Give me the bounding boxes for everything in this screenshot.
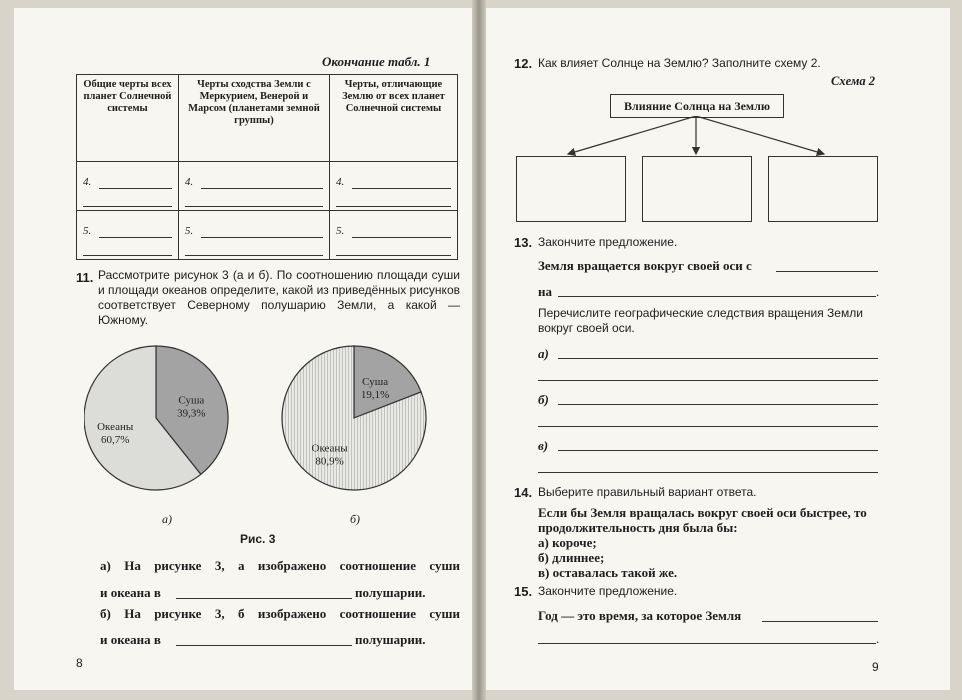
table-header-terrestrial: Черты сходства Земли с Меркурием, Венерой и Марсом (планетами земной группы) bbox=[178, 75, 329, 162]
answer-b-blank[interactable] bbox=[176, 645, 352, 646]
pie-charts-figure bbox=[84, 333, 434, 533]
q15-blank-1[interactable] bbox=[762, 621, 878, 622]
scheme-empty-box-2[interactable] bbox=[642, 156, 752, 222]
answer-line[interactable] bbox=[185, 255, 323, 256]
question-11-text: Рассмотрите рисунок 3 (а и б). По соотношению площади суши и площади океанов определите, какой из приведённых рисунков соответствует Северному полушарию Земли, а какой — Южному. bbox=[98, 268, 460, 327]
pie-slice-name: Океаны bbox=[97, 421, 134, 434]
scheme-label: Схема 2 bbox=[831, 74, 876, 88]
row-number: 4. bbox=[335, 176, 345, 188]
q15-blank-2[interactable] bbox=[538, 643, 876, 644]
question-12-number: 12. bbox=[514, 56, 533, 71]
scheme-title-box: Влияние Солнца на Землю bbox=[610, 94, 784, 118]
question-14-number: 14. bbox=[514, 485, 533, 500]
row-number: 4. bbox=[83, 176, 92, 188]
table-cell[interactable] bbox=[77, 211, 179, 260]
table-header-common: Общие черты всех планет Солнечной системы bbox=[77, 75, 179, 162]
row-number: 4. bbox=[184, 176, 194, 188]
planets-table bbox=[76, 74, 458, 260]
q13-sentence-cont: на bbox=[538, 284, 552, 299]
answer-b-line1: б) На рисунке 3, б изображено соотношение суши bbox=[100, 606, 460, 621]
q13-sentence-start: Земля вращается вокруг своей оси с bbox=[538, 258, 752, 273]
answer-a-line1: а) На рисунке 3, а изображено соотношение суши bbox=[100, 558, 460, 573]
q15-sentence-start: Год — это время, за которое Земля bbox=[538, 608, 742, 623]
q13-blank-2[interactable] bbox=[558, 296, 876, 297]
period: . bbox=[876, 631, 880, 646]
q13-c-blank-1[interactable] bbox=[558, 450, 878, 451]
answer-line[interactable] bbox=[201, 237, 323, 238]
figure-caption: Рис. 3 bbox=[240, 532, 276, 546]
answer-b-start: и океана в bbox=[100, 632, 161, 647]
pie-slice-value-label: 80,9% bbox=[315, 455, 344, 468]
scheme-arrows bbox=[506, 116, 906, 158]
pie-slice-value-label: 60,7% bbox=[101, 434, 130, 447]
q13-blank-1[interactable] bbox=[776, 271, 878, 272]
page-number: 9 bbox=[872, 660, 879, 674]
q13-item-b: б) bbox=[538, 392, 549, 407]
pie-slice-name: Суша bbox=[178, 394, 205, 407]
page-number: 8 bbox=[76, 656, 83, 670]
answer-line[interactable] bbox=[201, 188, 323, 189]
q13-list-prompt: Перечислите географические следствия вращения Земли вокруг своей оси. bbox=[538, 306, 863, 335]
table-cell[interactable] bbox=[178, 162, 329, 211]
answer-line[interactable] bbox=[99, 188, 172, 189]
answer-b-end: полушарии. bbox=[355, 632, 426, 647]
answer-a-end: полушарии. bbox=[355, 585, 426, 600]
answer-line[interactable] bbox=[83, 255, 172, 256]
pie-slice-value-label: 39,3% bbox=[177, 407, 206, 420]
answer-line[interactable] bbox=[99, 237, 172, 238]
answer-line[interactable] bbox=[352, 237, 451, 238]
pie-slice-value-label: 19,1% bbox=[360, 389, 390, 402]
q13-a-blank-2[interactable] bbox=[538, 380, 878, 381]
right-page bbox=[486, 8, 950, 690]
scheme-empty-box-1[interactable] bbox=[516, 156, 626, 222]
q14-option-c[interactable]: в) оставалась такой же. bbox=[538, 565, 678, 580]
answer-a-blank[interactable] bbox=[176, 598, 352, 599]
question-14-text: Выберите правильный вариант ответа. bbox=[538, 485, 757, 499]
question-15-number: 15. bbox=[514, 584, 533, 599]
book-spine bbox=[472, 0, 486, 700]
answer-line[interactable] bbox=[336, 255, 451, 256]
chart-b-caption: б) bbox=[350, 512, 361, 526]
q14-option-b[interactable]: б) длиннее; bbox=[538, 550, 605, 565]
answer-line[interactable] bbox=[185, 206, 323, 207]
chart-a-caption: а) bbox=[162, 512, 172, 526]
question-13-text: Закончите предложение. bbox=[538, 235, 678, 249]
q13-item-c: в) bbox=[538, 438, 549, 453]
q14-question: Если бы Земля вращалась вокруг своей оси быстрее, то продолжительность дня была бы: bbox=[538, 505, 867, 535]
table-cell[interactable] bbox=[329, 162, 457, 211]
row-number: 5. bbox=[83, 225, 92, 237]
answer-line[interactable] bbox=[83, 206, 172, 207]
left-page bbox=[14, 8, 472, 690]
question-13-number: 13. bbox=[514, 235, 533, 250]
table-continuation-label: Окончание табл. 1 bbox=[322, 54, 431, 69]
row-number: 5. bbox=[184, 225, 194, 237]
pie-slice-name: Океаны bbox=[311, 442, 348, 455]
scheme-empty-box-3[interactable] bbox=[768, 156, 878, 222]
question-15-text: Закончите предложение. bbox=[538, 584, 678, 598]
answer-line[interactable] bbox=[336, 206, 451, 207]
question-12-text: Как влияет Солнце на Землю? Заполните схему 2. bbox=[538, 56, 821, 70]
table-header-distinct: Черты, отличающие Землю от всех планет Солнечной системы bbox=[329, 75, 457, 162]
q13-b-blank-1[interactable] bbox=[558, 404, 878, 405]
table-cell[interactable] bbox=[178, 211, 329, 260]
answer-a-start: и океана в bbox=[100, 585, 161, 600]
table-cell[interactable] bbox=[329, 211, 457, 260]
q13-b-blank-2[interactable] bbox=[538, 426, 878, 427]
q13-c-blank-2[interactable] bbox=[538, 472, 878, 473]
period: . bbox=[876, 284, 880, 299]
q14-option-a[interactable]: а) короче; bbox=[538, 535, 597, 550]
question-11-number: 11. bbox=[76, 270, 94, 285]
answer-line[interactable] bbox=[352, 188, 451, 189]
table-cell[interactable] bbox=[77, 162, 179, 211]
q13-item-a: а) bbox=[538, 346, 549, 361]
pie-slice-name: Суша bbox=[362, 376, 389, 389]
q13-a-blank-1[interactable] bbox=[558, 358, 878, 359]
row-number: 5. bbox=[335, 225, 345, 237]
